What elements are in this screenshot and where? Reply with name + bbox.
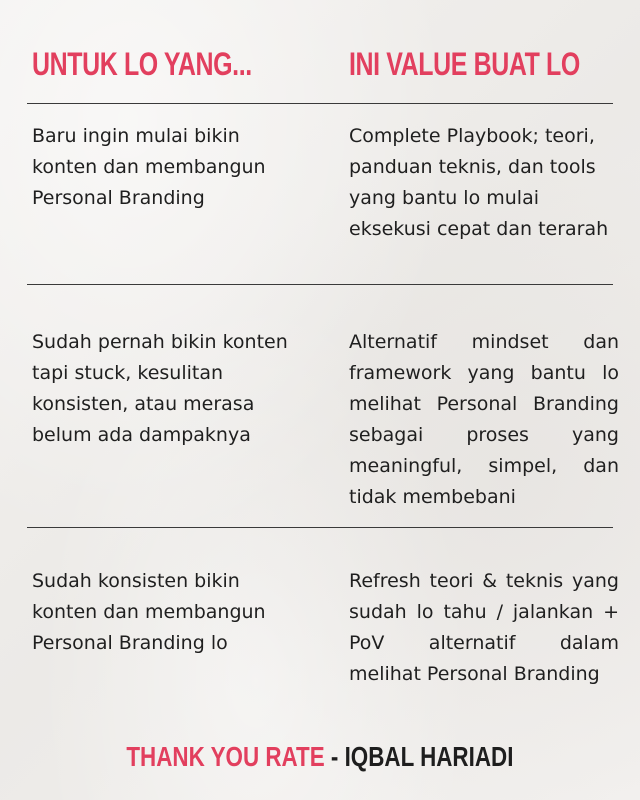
footer (0, 737, 640, 777)
row-1-value: Complete Playbook; teori, panduan teknis, dan tools yang bantu lo mulai eksekusi cepat dan terarah (349, 125, 609, 240)
row-3-audience: Sudah konsisten bikin konten dan membangun Personal Branding lo (32, 570, 266, 654)
row-2-value: Alternatif mindset dan framework yang bantu lo melihat Personal Branding sebagai proses yang meaningful, simpel, dan tidak membebani (349, 331, 619, 508)
row-2-audience: Sudah pernah bikin konten tapi stuck, kesulitan konsisten, atau merasa belum ada dampaknya (32, 331, 288, 446)
footer-author-name: IQBAL HARIADI (344, 741, 514, 772)
header-left: UNTUK LO YANG... (32, 46, 252, 82)
divider (27, 284, 613, 285)
footer-separator: - (324, 741, 345, 772)
row-3-value: Refresh teori & teknis yang sudah lo tahu / jalankan + PoV alternatif dalam melihat Personal Branding (349, 570, 619, 685)
divider (27, 527, 613, 528)
footer-credit (126, 737, 513, 777)
row-1-audience: Baru ingin mulai bikin konten dan membangun Personal Branding (32, 125, 266, 209)
header-right: INI VALUE BUAT LO (349, 46, 580, 82)
divider (27, 103, 613, 104)
footer-accent-text: THANK YOU RATE (126, 741, 325, 772)
